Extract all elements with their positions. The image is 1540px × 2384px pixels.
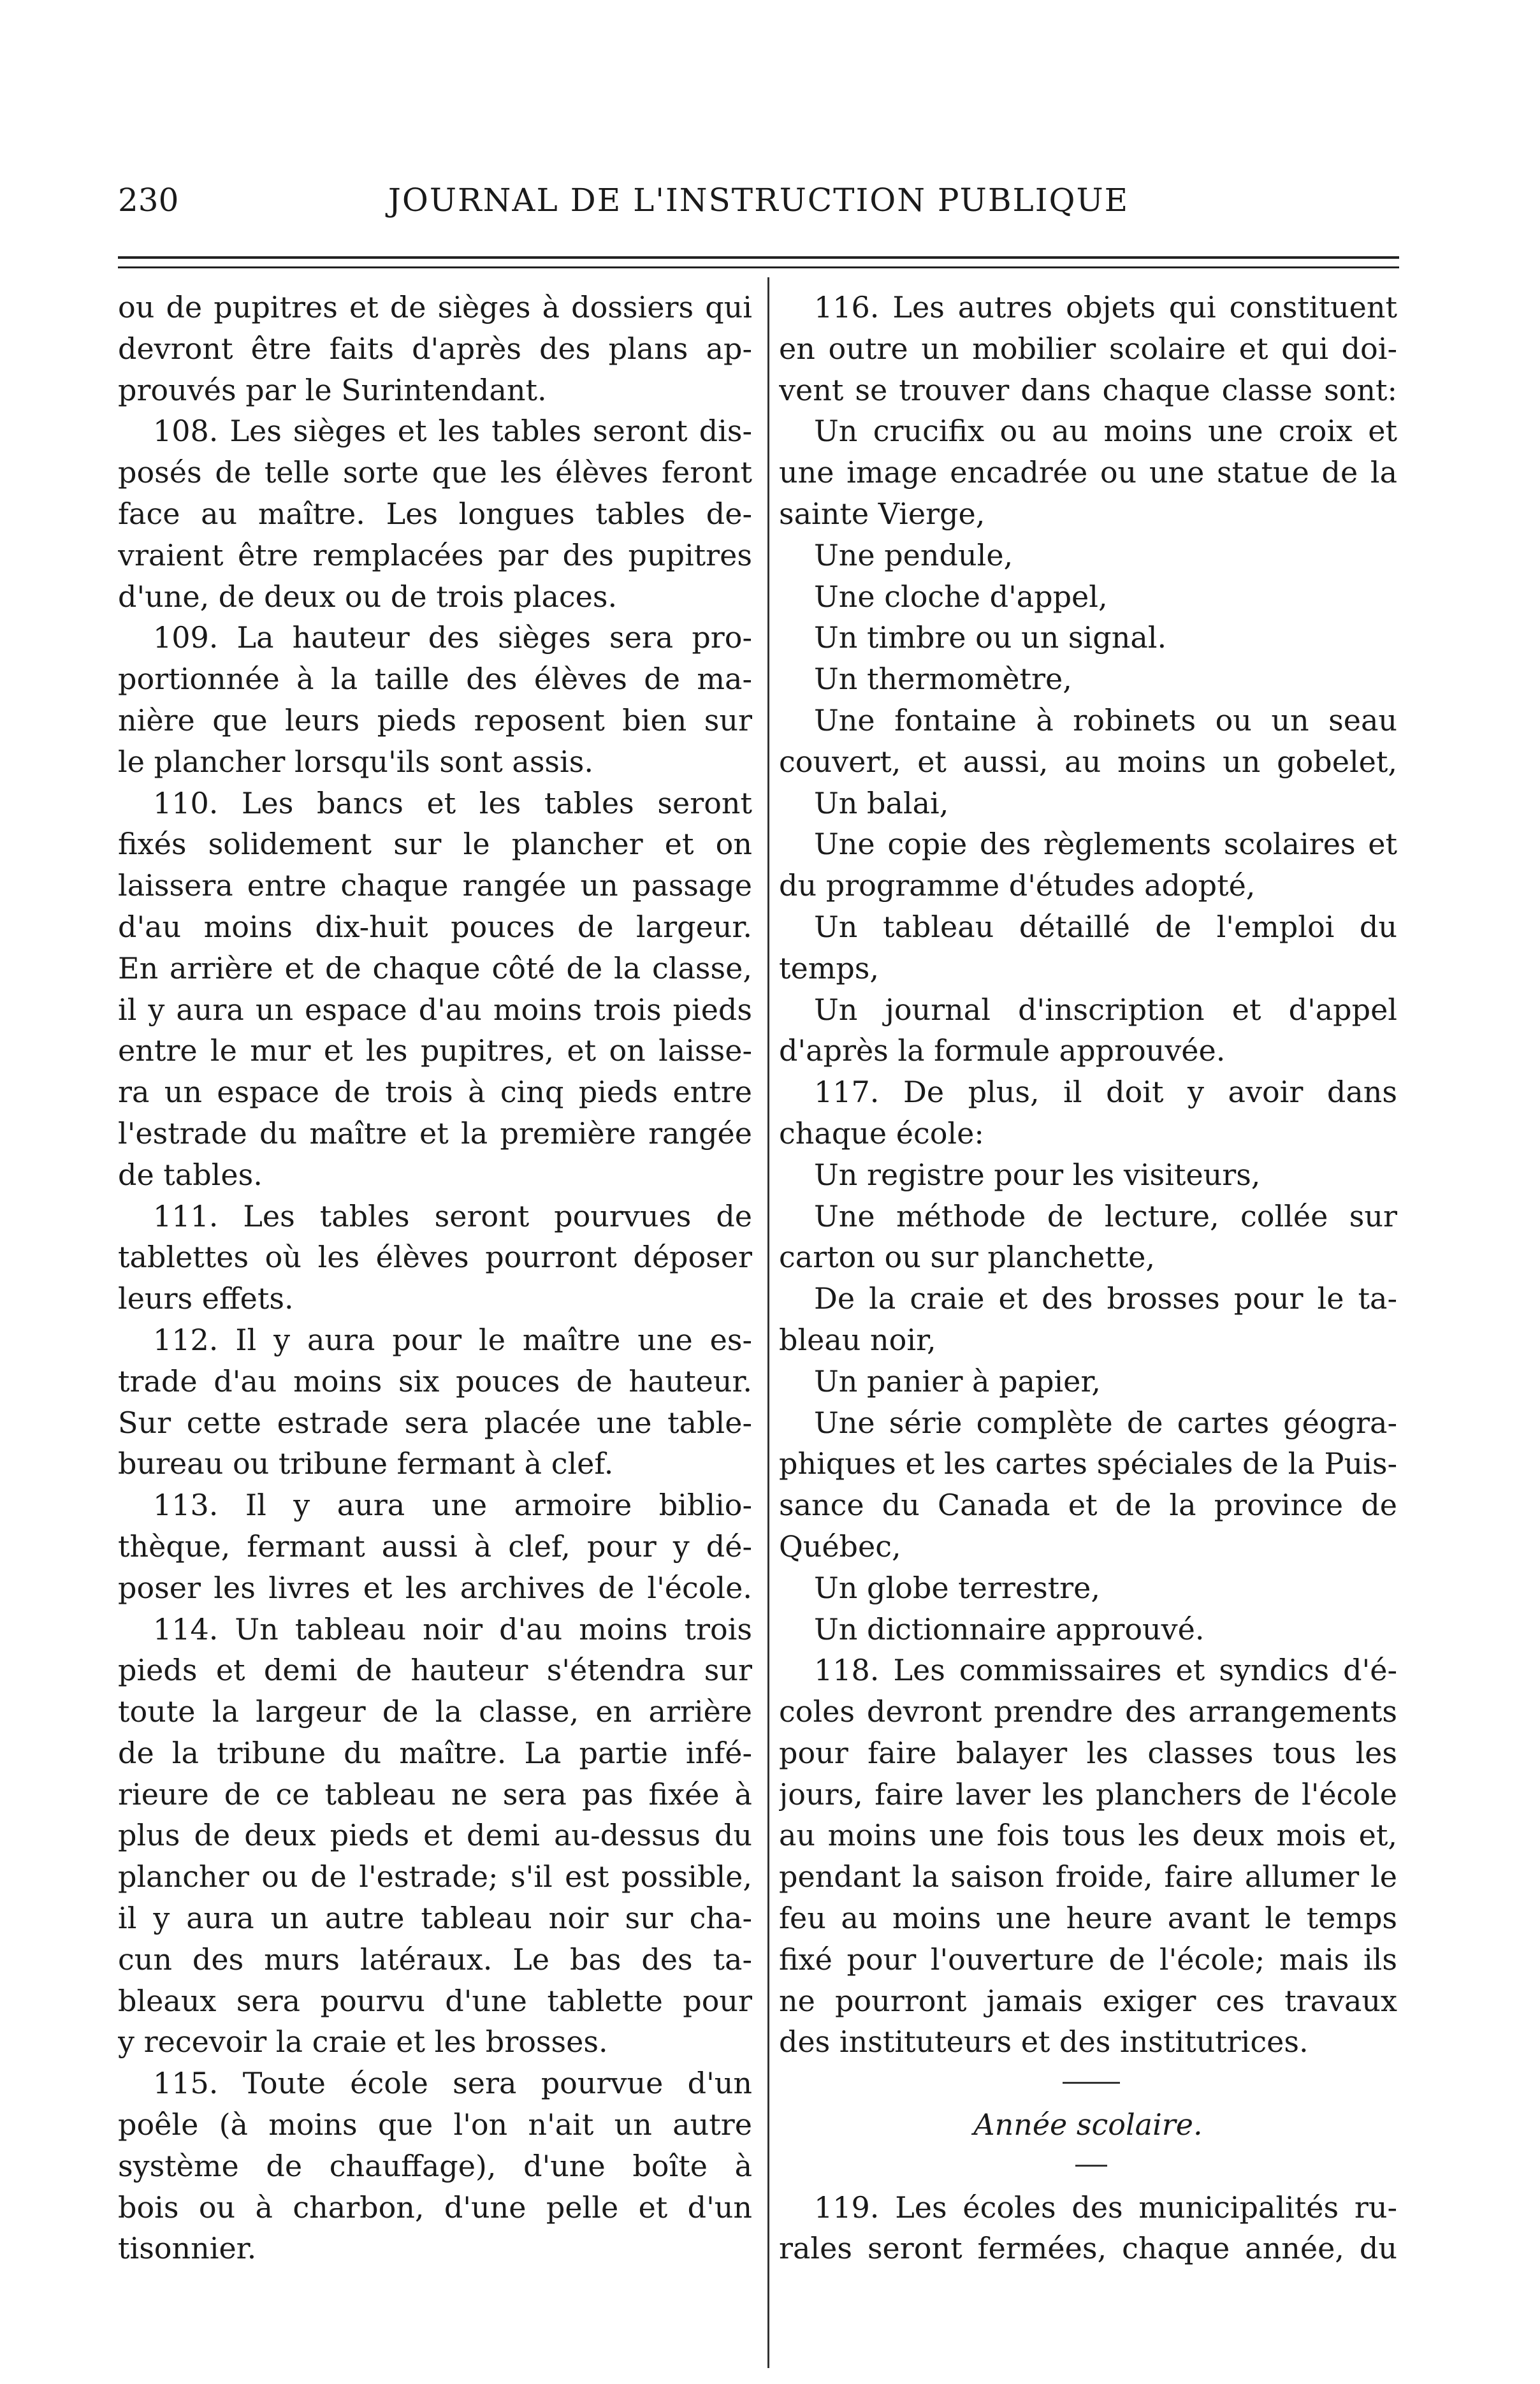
text-line: cun des murs latéraux. Le bas des ta- <box>118 1942 752 1977</box>
text-line: Un balai, <box>814 785 949 820</box>
text-line: chaque école: <box>779 1116 984 1151</box>
text-line: Une copie des règlements scolaires et <box>814 827 1397 862</box>
text-line: portionnée à la taille des élèves de ma- <box>118 662 752 697</box>
section-rule <box>779 2146 1397 2187</box>
text-line: bureau ou tribune fermant à clef. <box>118 1446 614 1481</box>
text-line: pieds et demi de hauteur s'étendra sur <box>118 1653 752 1688</box>
column-divider <box>767 277 769 2368</box>
text-line: coles devront prendre des arrangements <box>779 1694 1397 1729</box>
text-line: 116. Les autres objets qui constituent <box>814 290 1397 324</box>
text-line: l'estrade du maître et la première rangée <box>118 1116 752 1151</box>
text-line: pendant la saison froide, faire allumer le <box>779 1859 1397 1894</box>
text-line: Une fontaine à robinets ou un seau <box>814 702 1397 738</box>
text-line: rieure de ce tableau ne sera pas fixée à <box>118 1777 752 1812</box>
text-line: 113. Il y aura une armoire biblio- <box>153 1488 752 1523</box>
text-line: devront être faits d'après des plans ap- <box>118 331 752 366</box>
text-line: en outre un mobilier scolaire et qui doi- <box>779 331 1397 366</box>
text-line: phiques et les cartes spéciales de la Puis- <box>779 1446 1397 1481</box>
page-number: 230 <box>118 182 179 219</box>
text-line: 117. De plus, il doit y avoir dans <box>814 1075 1397 1110</box>
text-line: De la craie et des brosses pour le ta- <box>814 1281 1397 1316</box>
section-rule <box>779 2063 1397 2104</box>
text-line: trade d'au moins six pouces de hauteur. <box>118 1363 752 1399</box>
text-line: d'une, de deux ou de trois places. <box>118 579 618 614</box>
text-line: Québec, <box>779 1529 901 1564</box>
text-line: ra un espace de trois à cinq pieds entre <box>118 1075 752 1110</box>
text-line: fixé pour l'ouverture de l'école; mais ils <box>779 1942 1397 1977</box>
section-heading: Année scolaire. <box>973 2107 1203 2142</box>
text-line: Une pendule, <box>814 537 1013 572</box>
text-line: 110. Les bancs et les tables seront <box>153 785 752 820</box>
text-line: entre le mur et les pupitres, et on laisse- <box>118 1033 752 1068</box>
text-line: du programme d'études adopté, <box>779 868 1256 903</box>
text-line: Un globe terrestre, <box>814 1570 1100 1605</box>
text-line: sainte Vierge, <box>779 496 985 531</box>
text-line: 115. Toute école sera pourvue d'un <box>153 2066 752 2101</box>
text-line: sance du Canada et de la province de <box>779 1488 1397 1523</box>
text-line: bleau noir, <box>779 1322 936 1357</box>
left-column <box>118 287 752 2371</box>
text-line: Un journal d'inscription et d'appel <box>814 992 1397 1027</box>
text-line: tablettes où les élèves pourront déposer <box>118 1240 752 1275</box>
text-line: rales seront fermées, chaque année, du <box>779 2231 1397 2266</box>
text-line: fixés solidement sur le plancher et on <box>118 827 752 862</box>
text-line: de la tribune du maître. La partie infé- <box>118 1735 752 1770</box>
text-line: système de chauffage), d'une boîte à <box>118 2148 752 2183</box>
text-line: il y aura un autre tableau noir sur cha- <box>118 1901 752 1936</box>
text-line: le plancher lorsqu'ils sont assis. <box>118 744 593 779</box>
text-line: thèque, fermant aussi à clef, pour y dé- <box>118 1529 752 1564</box>
text-line: Un thermomètre, <box>814 662 1072 697</box>
text-line: En arrière et de chaque côté de la classe, <box>118 950 752 985</box>
text-line: temps, <box>779 950 880 985</box>
text-line: vraient être remplacées par des pupitres <box>118 537 752 572</box>
text-line: d'après la formule approuvée. <box>779 1033 1226 1068</box>
text-line: face au maître. Les longues tables de- <box>118 496 752 531</box>
text-line: Une méthode de lecture, collée sur <box>814 1198 1397 1233</box>
text-line: tisonnier. <box>118 2231 257 2266</box>
text-line: des instituteurs et des institutrices. <box>779 2024 1309 2060</box>
text-line: 108. Les sièges et les tables seront dis- <box>153 414 752 449</box>
header-rule-top <box>118 256 1399 259</box>
text-line: 109. La hauteur des sièges sera pro- <box>153 620 752 655</box>
text-line: feu au moins une heure avant le temps <box>779 1901 1397 1936</box>
text-line: nière que leurs pieds reposent bien sur <box>118 702 752 738</box>
text-line: poser les livres et les archives de l'école. <box>118 1570 752 1605</box>
running-title: JOURNAL DE L'INSTRUCTION PUBLIQUE <box>388 182 1130 219</box>
text-line: 119. Les écoles des municipalités ru- <box>814 2190 1397 2225</box>
text-line: 111. Les tables seront pourvues de <box>153 1198 752 1233</box>
text-line: carton ou sur planchette, <box>779 1240 1156 1275</box>
text-line: Un dictionnaire approuvé. <box>814 1611 1205 1646</box>
text-line: Sur cette estrade sera placée une table- <box>118 1405 752 1440</box>
text-line: d'au moins dix-huit pouces de largeur. <box>118 909 752 944</box>
text-line: Un crucifix ou au moins une croix et <box>814 414 1397 449</box>
text-line: poêle (à moins que l'on n'ait un autre <box>118 2107 752 2142</box>
text-line: y recevoir la craie et les brosses. <box>118 2024 608 2060</box>
text-line: leurs effets. <box>118 1281 294 1316</box>
text-line: 114. Un tableau noir d'au moins trois <box>153 1611 752 1646</box>
text-line: Un panier à papier, <box>814 1363 1101 1399</box>
text-line: ne pourront jamais exiger ces travaux <box>779 1983 1397 2018</box>
text-line: jours, faire laver les planchers de l'école <box>779 1777 1397 1812</box>
text-line: au moins une fois tous les deux mois et, <box>779 1818 1397 1853</box>
text-line: une image encadrée ou une statue de la <box>779 455 1397 490</box>
text-line: Un timbre ou un signal. <box>814 620 1167 655</box>
text-line: il y aura un espace d'au moins trois pieds <box>118 992 752 1027</box>
text-line: couvert, et aussi, au moins un gobelet, <box>779 744 1397 779</box>
right-column <box>779 287 1397 2371</box>
text-line: 112. Il y aura pour le maître une es- <box>153 1322 752 1357</box>
text-line: vent se trouver dans chaque classe sont: <box>779 372 1397 407</box>
text-line: bleaux sera pourvu d'une tablette pour <box>118 1983 752 2018</box>
text-line: pour faire balayer les classes tous les <box>779 1735 1397 1770</box>
text-line: toute la largeur de la classe, en arrière <box>118 1694 752 1729</box>
text-line: 118. Les commissaires et syndics d'é- <box>814 1653 1397 1688</box>
text-line: de tables. <box>118 1157 263 1192</box>
text-line: Un registre pour les visiteurs, <box>814 1157 1261 1192</box>
text-line: prouvés par le Surintendant. <box>118 372 547 407</box>
text-line: plancher ou de l'estrade; s'il est possible, <box>118 1859 752 1894</box>
text-line: ou de pupitres et de sièges à dossiers qui <box>118 290 752 324</box>
header-rule-bottom <box>118 266 1399 268</box>
text-line: laissera entre chaque rangée un passage <box>118 868 752 903</box>
text-line: posés de telle sorte que les élèves feront <box>118 455 752 490</box>
text-line: plus de deux pieds et demi au-dessus du <box>118 1818 752 1853</box>
text-line: bois ou à charbon, d'une pelle et d'un <box>118 2190 752 2225</box>
text-line: Une cloche d'appel, <box>814 579 1108 614</box>
text-line: Une série complète de cartes géogra- <box>814 1405 1397 1440</box>
page-header <box>118 182 1399 233</box>
text-line: Un tableau détaillé de l'emploi du <box>814 909 1397 944</box>
